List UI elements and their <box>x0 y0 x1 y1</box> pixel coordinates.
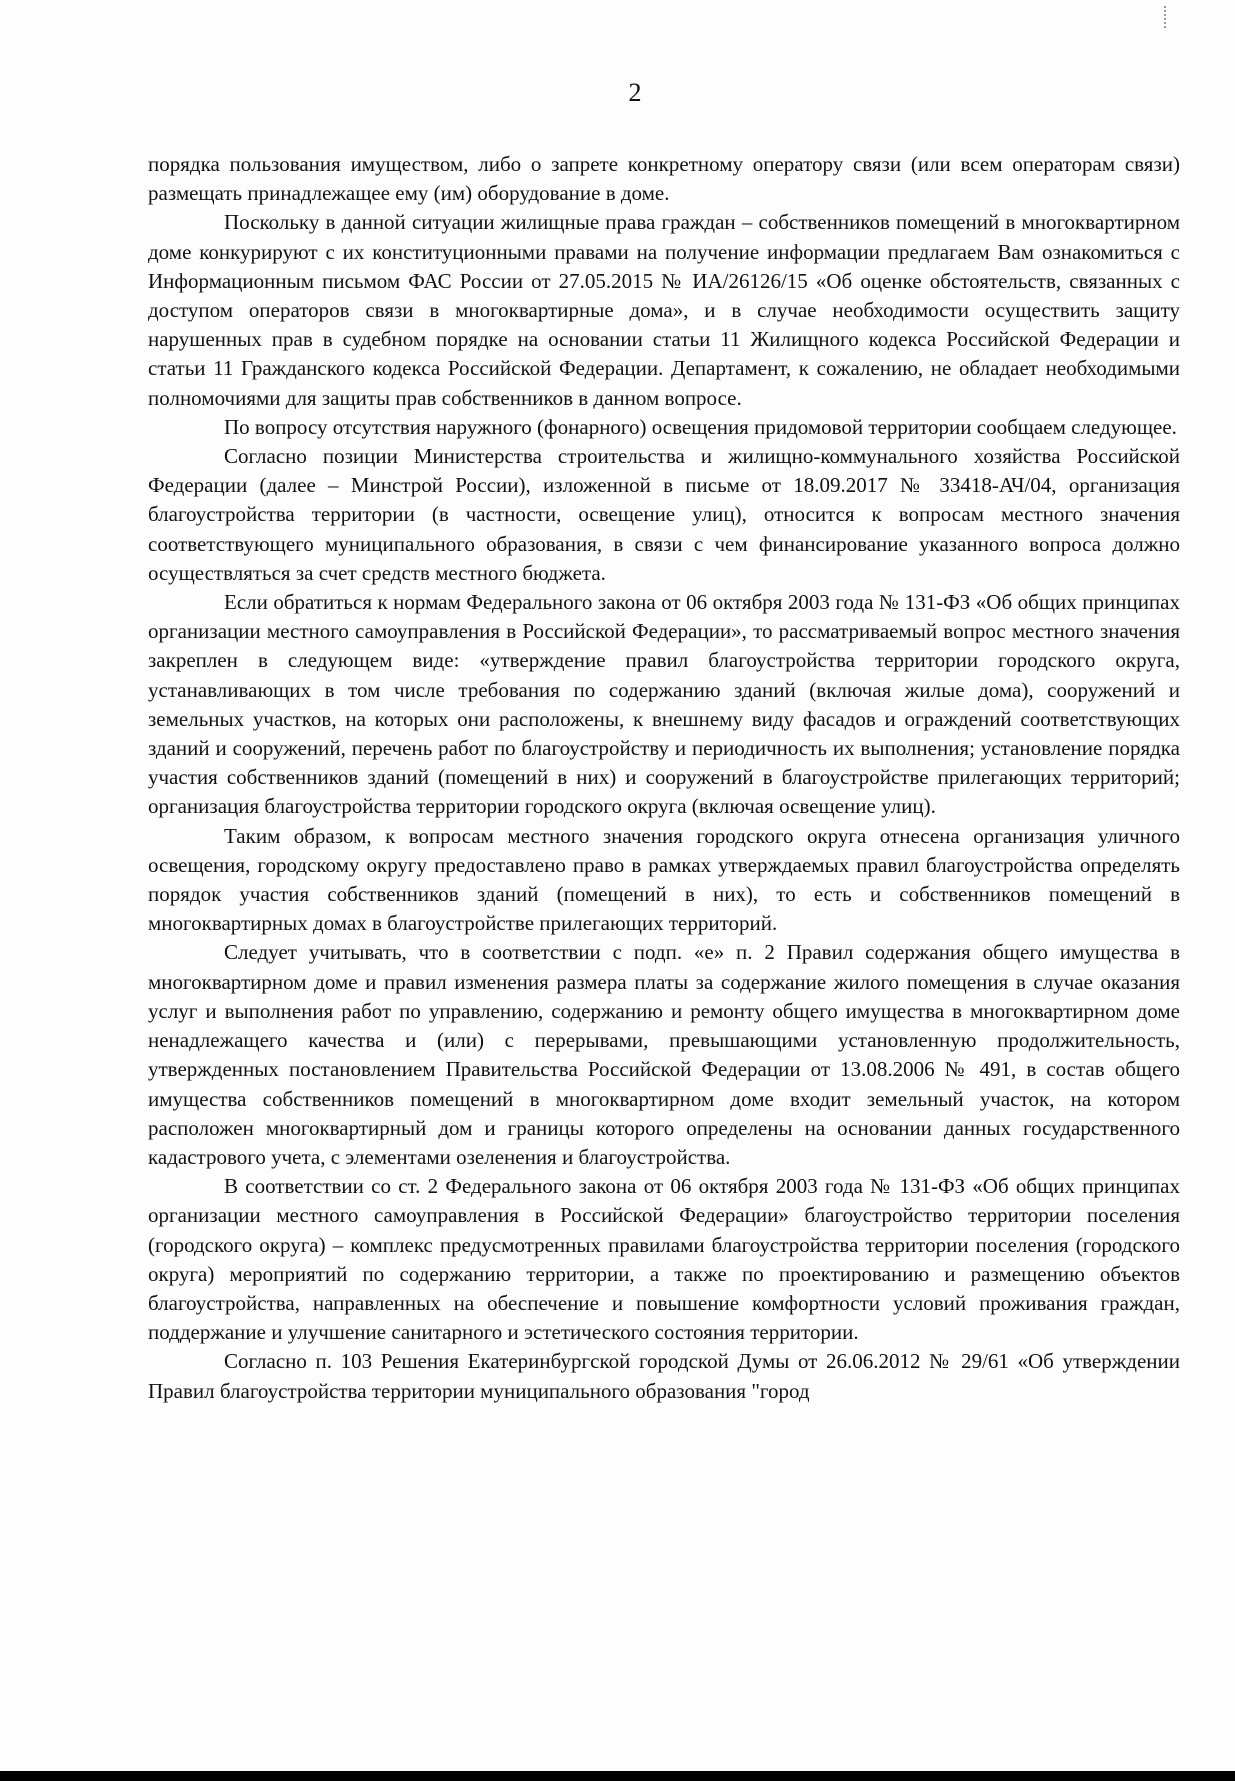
paragraph: Если обратиться к нормам Федерального закона от 06 октября 2003 года № 131-ФЗ «Об общих принципах организации местного самоуправления в Российской Федерации», то рассматриваемый вопрос местного значения закреплен в следующем виде: «утверждение правил благоустройства территории городского округа, устанавливающих в том числе требования по содержанию зданий (включая жилые дома), сооружений и земельных участков, на которых они расположены, к внешнему виду фасадов и ограждений соответствующих зданий и сооружений, перечень работ по благоустройству и периодичность их выполнения; установление порядка участия собственников зданий (помещений в них) и сооружений в благоустройстве прилегающих территорий; организация благоустройства территории городского округа (включая освещение улиц). <box>148 590 1180 819</box>
paragraph: Следует учитывать, что в соответствии с подп. «е» п. 2 Правил содержания общего имущества в многоквартирном доме и правил изменения размера платы за содержание жилого помещения в случае оказания услуг и выполнения работ по управлению, содержанию и ремонту общего имущества в многоквартирном доме ненадлежащего качества и (или) с перерывами, превышающими установленную продолжительность, утвержденных постановлением Правительства Российской Федерации от 13.08.2006 № 491, в состав общего имущества собственников помещений в многоквартирном доме входит земельный участок, на котором расположен многоквартирный дом и границы которого определены на основании данных государственного кадастрового учета, с элементами озеленения и благоустройства. <box>148 940 1180 1169</box>
paragraph-continuation: порядка пользования имуществом, либо о запрете конкретному оператору связи (или всем операторам связи) размещать принадлежащее ему (им) оборудование в доме. <box>148 152 1180 206</box>
paragraph: В соответствии со ст. 2 Федерального закона от 06 октября 2003 года № 131-ФЗ «Об общих принципах организации местного самоуправления в Российской Федерации» благоустройство территории поселения (городского округа) – комплекс предусмотренных правилами благоустройства территории поселения (городского округа) мероприятий по содержанию территории, а также по проектированию и размещению объектов благоустройства, направленных на обеспечение и повышение комфортности условий проживания граждан, поддержание и улучшение санитарного и эстетического состояния территории. <box>148 1174 1180 1345</box>
paragraph: По вопросу отсутствия наружного (фонарного) освещения придомовой территории сообщаем следующее. <box>224 414 1177 439</box>
paragraph: Поскольку в данной ситуации жилищные права граждан – собственников помещений в многоквартирном доме конкурируют с их конституционными правами на получение информации предлагаем Вам ознакомиться с Информационным письмом ФАС России от 27.05.2015 № ИА/26126/15 «Об оценке обстоятельств, связанных с доступом операторов связи в многоквартирные дома», и в случае необходимости осуществить защиту нарушенных прав в судебном порядке на основании статьи 11 Жилищного кодекса Российской Федерации и статьи 11 Гражданского кодекса Российской Федерации. Департамент, к сожалению, не обладает необходимыми полномочиями для защиты прав собственников в данном вопросе. <box>148 210 1180 410</box>
page-number: 2 <box>628 78 642 107</box>
scan-bottom-edge <box>0 1771 1235 1781</box>
scan-mark <box>1164 6 1167 28</box>
document-body <box>148 150 1180 1406</box>
paragraph: Согласно п. 103 Решения Екатеринбургской городской Думы от 26.06.2012 № 29/61 «Об утверждении Правил благоустройства территории муниципального образования "город <box>148 1349 1180 1403</box>
paragraph: Таким образом, к вопросам местного значения городского округа отнесена организация уличного освещения, городскому округу предоставлено право в рамках утверждаемых правил благоустройства определять порядок участия собственников зданий (помещений в них), то есть и собственников помещений в многоквартирных домах в благоустройстве прилегающих территорий. <box>148 823 1180 936</box>
paragraph: Согласно позиции Министерства строительства и жилищно-коммунального хозяйства Российской Федерации (далее – Минстрой России), изложенной в письме от 18.09.2017 № 33418-АЧ/04, организация благоустройства территории (в частности, освещение улиц), относится к вопросам местного значения соответствующего муниципального образования, в связи с чем финансирование указанного вопроса должно осуществляться за счет средств местного бюджета. <box>148 444 1180 585</box>
